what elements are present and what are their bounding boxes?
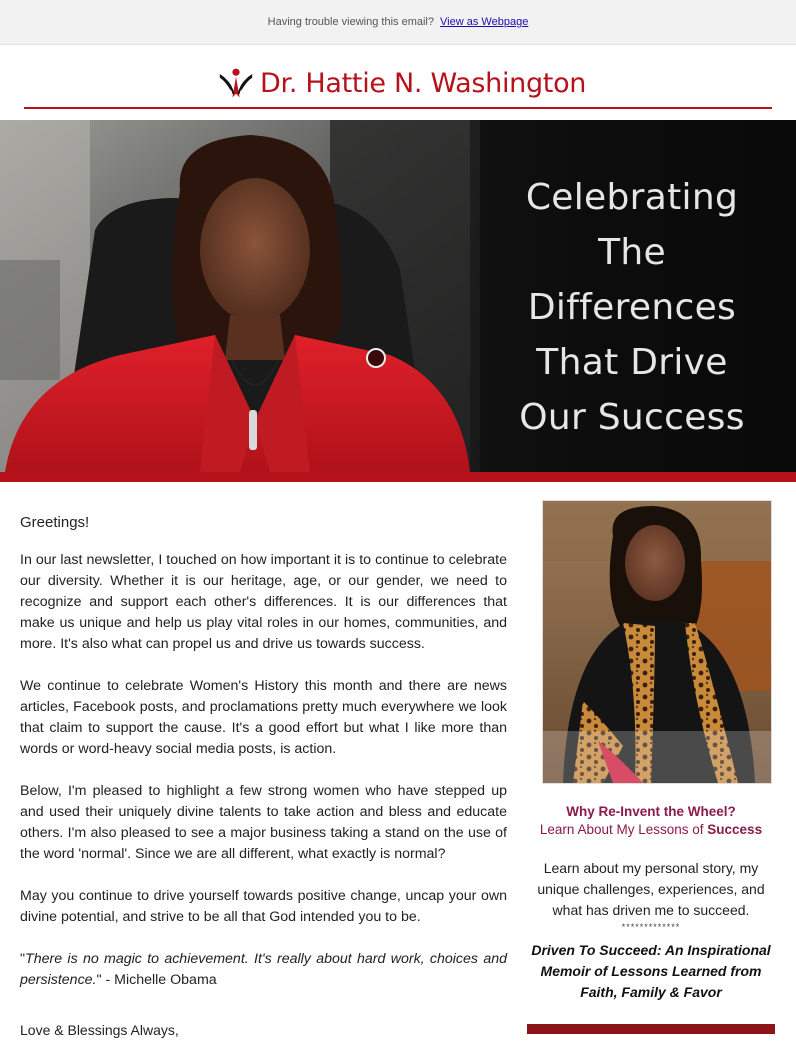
sidebar-separator: *************	[621, 922, 681, 932]
brand-logo[interactable]	[218, 63, 586, 103]
header-divider	[24, 107, 772, 109]
trouble-viewing-text: Having trouble viewing this email?	[267, 16, 434, 28]
view-as-webpage-link[interactable]: View as Webpage	[440, 16, 529, 28]
hero-line-5: Our Success	[519, 397, 745, 438]
quote-text: There is no magic to achievement. It's really about hard work, choices and persistence.	[20, 951, 507, 988]
hero-line-4: That Drive	[536, 342, 728, 383]
author-photo[interactable]	[542, 500, 772, 784]
signoff: Love & Blessings Always,	[20, 1022, 179, 1038]
logo-figure-icon	[218, 66, 254, 100]
view-online-bar	[0, 0, 796, 45]
sidebar-button[interactable]	[527, 1024, 775, 1034]
book-title: Driven To Succeed: An Inspirational Memoir of Lessons Learned from Faith, Family & Favor	[531, 942, 771, 1000]
sidebar-subheading-bold: Success	[707, 822, 763, 837]
hero-line-2: The	[598, 232, 666, 273]
quote-open-mark: "	[20, 951, 26, 967]
hero-accent-bar	[0, 472, 796, 482]
greeting: Greetings!	[20, 514, 90, 531]
paragraph-4: May you continue to drive yourself towards positive change, uncap your own divine potential, and strive to be all that God intended you to be.	[20, 888, 507, 925]
header	[0, 45, 796, 113]
paragraph-2: We continue to celebrate Women's History this month and there are news articles, Facebook posts, and proclamations pretty much everywhere we look that claim to support the cause. It's a good effort but what I like more than words or word-heavy social media posts, is action.	[20, 678, 507, 757]
hero-banner	[0, 120, 796, 472]
sidebar-description: Learn about my personal story, my unique challenges, experiences, and what has driven me to succeed.	[537, 860, 765, 918]
newsletter-body	[20, 512, 507, 1038]
paragraph-3: Below, I'm pleased to highlight a few strong women who have stepped up and used their uniquely divine talents to take action and bless and educate others. I'm also pleased to see a major business taking a stand on the use of the word 'normal'. Since we are all different, what exactly is normal?	[20, 783, 507, 862]
quote-attribution: " - Michelle Obama	[96, 972, 217, 988]
hero-line-1: Celebrating	[525, 177, 739, 218]
paragraph-1: In our last newsletter, I touched on how important it is to continue to celebrate our diversity. Whether it is our heritage, age, or our gender, we need to recognize and support each other's differences. It is our differences that make us unique and help us play vital roles in our homes, communities, and more. It's also what can propel us and drive us towards success.	[20, 552, 507, 652]
logo-text: Dr. Hattie N. Washington	[260, 67, 587, 99]
sidebar-heading: Why Re-Invent the Wheel?	[566, 804, 736, 819]
hero-headline	[490, 170, 774, 445]
hero-line-3: Differences	[527, 287, 737, 328]
sidebar-subheading-text: Learn About My Lessons of	[539, 822, 704, 837]
quote	[20, 949, 507, 991]
hero-portrait-image	[0, 120, 480, 472]
sidebar-subheading	[527, 822, 775, 837]
